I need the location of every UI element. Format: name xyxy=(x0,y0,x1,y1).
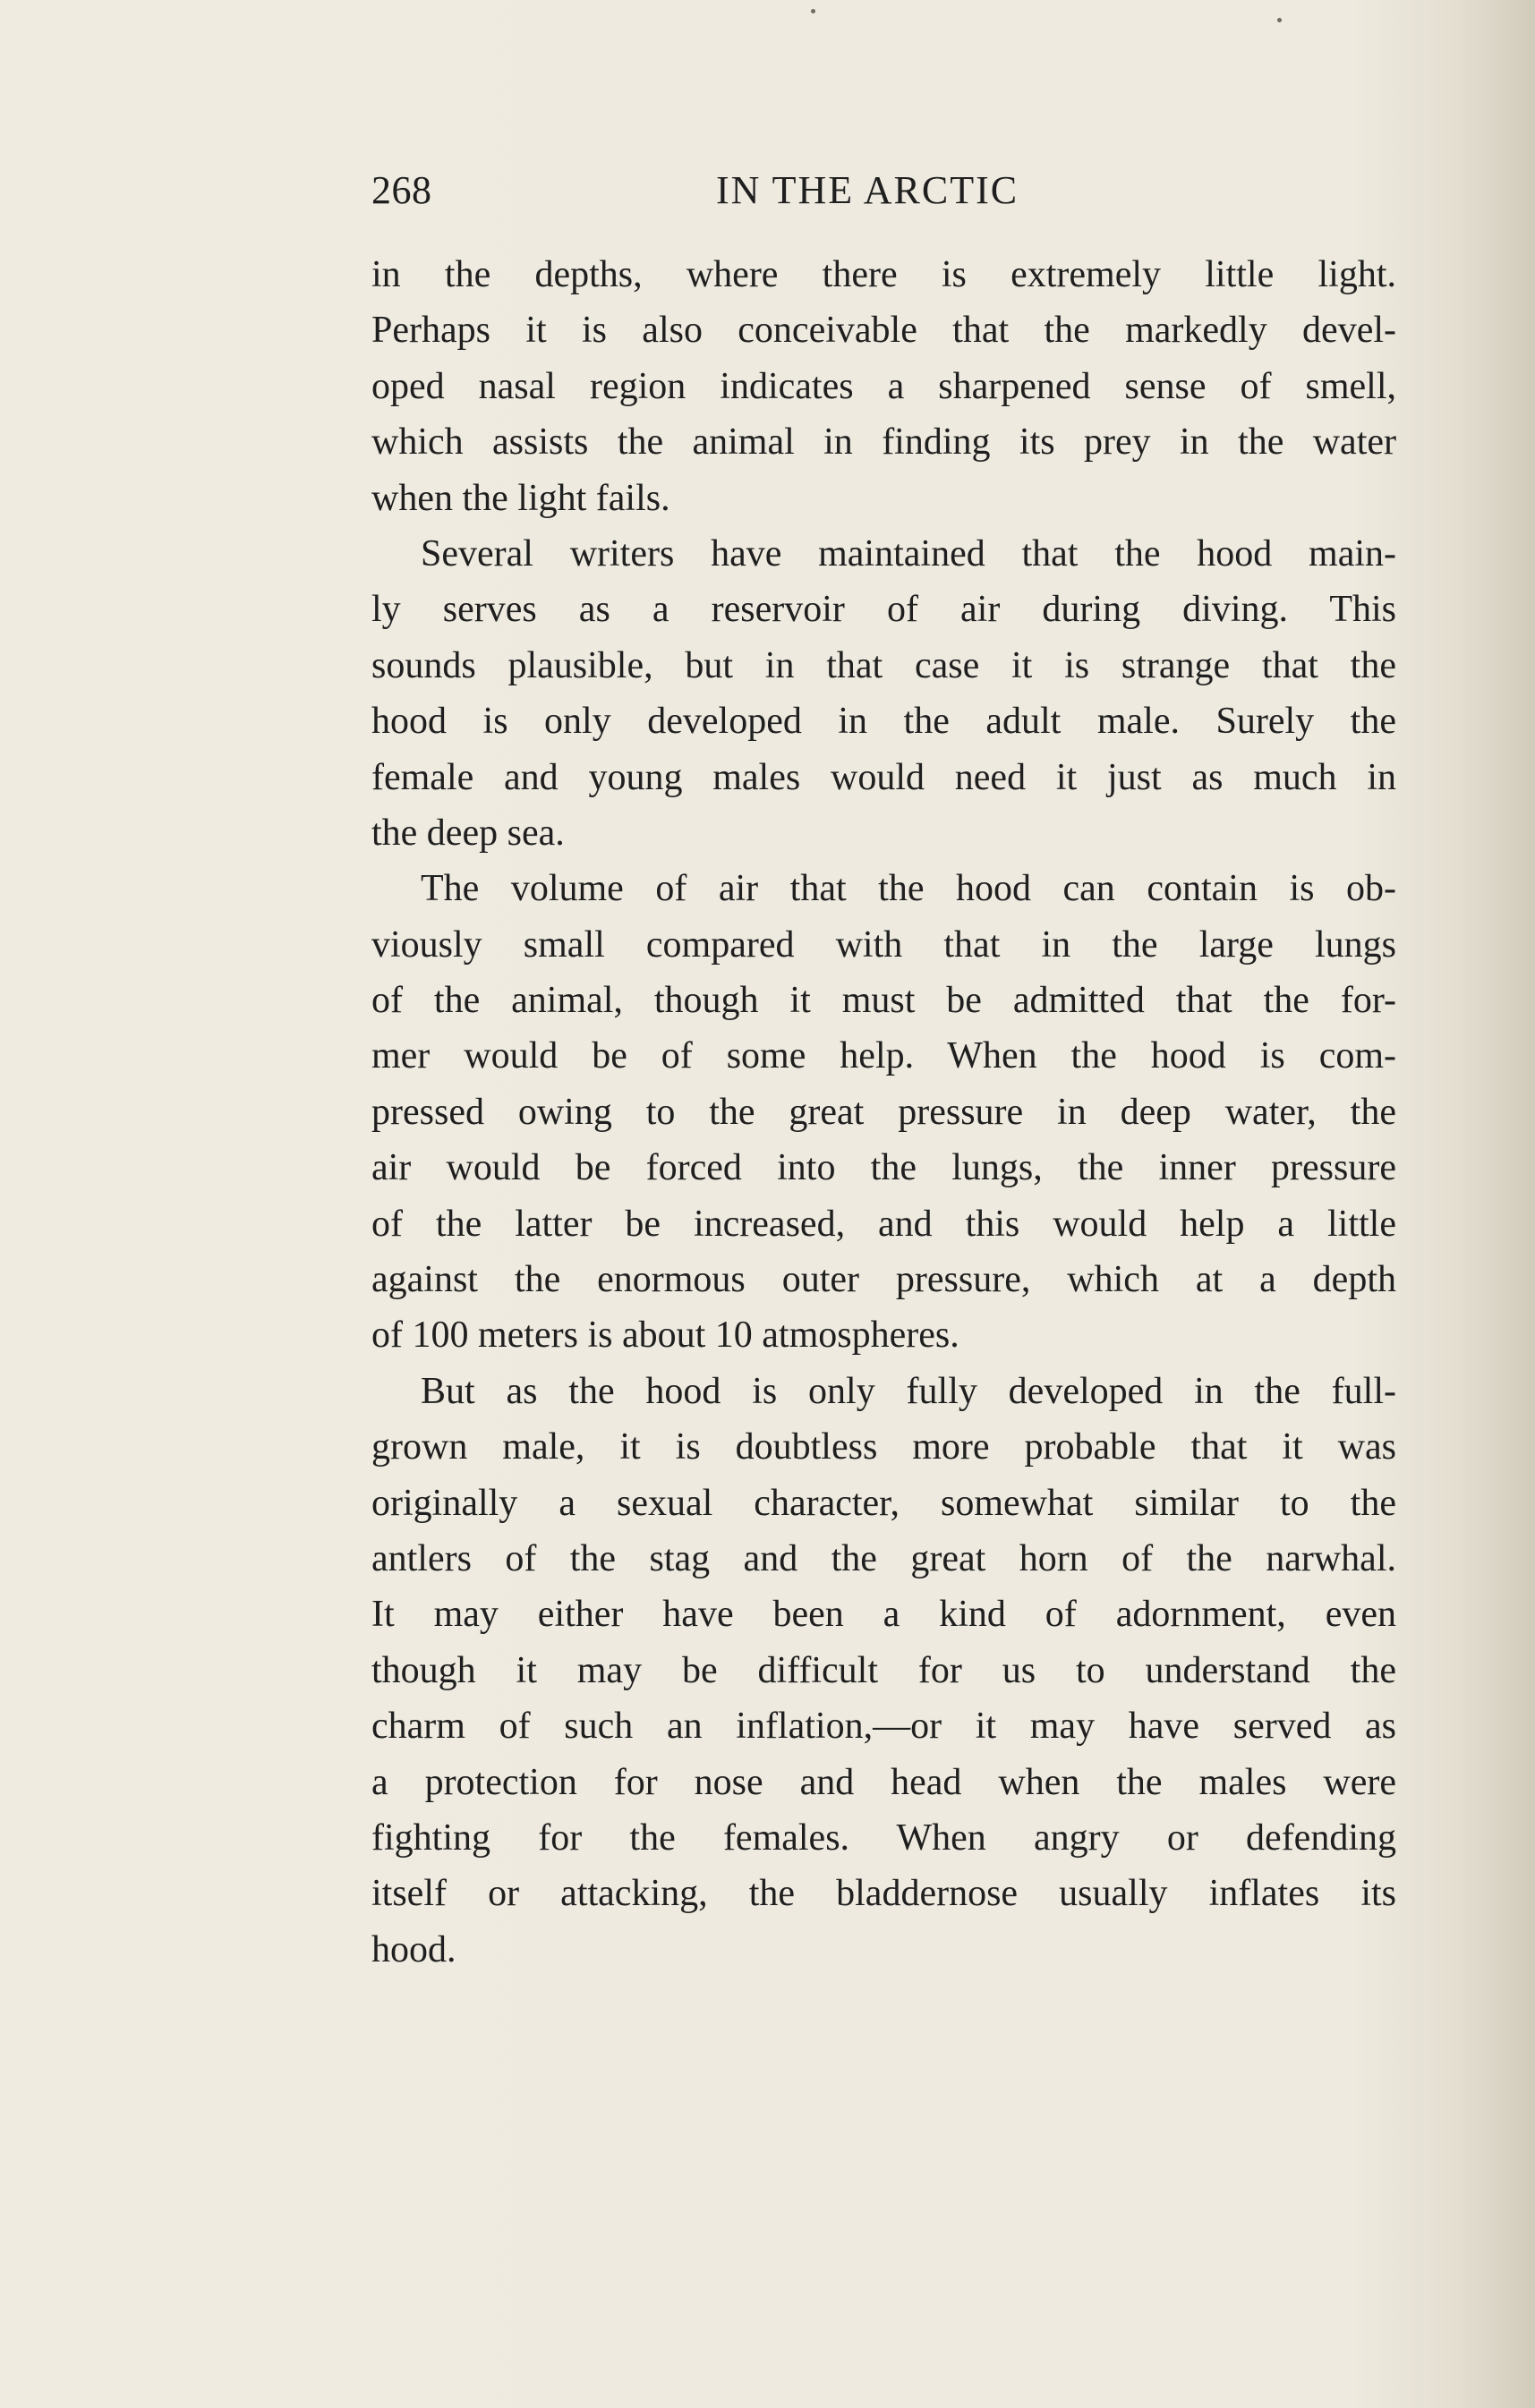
text-line: oped nasal region indicates a sharpened sense of smell, xyxy=(371,365,1396,407)
text-line: The volume of air that the hood can contain is ob- xyxy=(421,868,1396,910)
text-line: air would be forced into the lungs, the inner pressure xyxy=(371,1147,1396,1189)
text-line: fighting for the females. When angry or defending xyxy=(371,1817,1396,1859)
page-header xyxy=(371,167,1396,221)
text-line: Several writers have maintained that the hood main- xyxy=(421,532,1396,574)
text-line: antlers of the stag and the great horn of the narwhal. xyxy=(371,1537,1396,1579)
text-line: hood is only developed in the adult male. Surely the xyxy=(371,701,1396,743)
text-line: sounds plausible, but in that case it is strange that the xyxy=(371,644,1396,686)
text-line: itself or attacking, the bladdernose usually inflates its xyxy=(371,1873,1396,1915)
text-line: of the animal, though it must be admitted that the for- xyxy=(371,980,1396,1022)
text-line: But as the hood is only fully developed in the full- xyxy=(421,1370,1396,1412)
text-line: when the light fails. xyxy=(371,477,670,519)
text-line: of the latter be increased, and this would help a little xyxy=(371,1203,1396,1245)
paper-speck xyxy=(1277,18,1282,22)
text-line: the deep sea. xyxy=(371,812,565,854)
text-line: originally a sexual character, somewhat similar to the xyxy=(371,1482,1396,1524)
text-line: of 100 meters is about 10 atmospheres. xyxy=(371,1315,959,1357)
paragraph xyxy=(371,1364,1396,1978)
text-line: pressed owing to the great pressure in deep water, the xyxy=(371,1091,1396,1133)
text-line: mer would be of some help. When the hood is com- xyxy=(371,1035,1396,1077)
text-line: against the enormous outer pressure, which at a depth xyxy=(371,1259,1396,1301)
text-line: charm of such an inflation,—or it may have served as xyxy=(371,1706,1396,1748)
running-head: IN THE ARCTIC xyxy=(716,168,1019,212)
paragraph xyxy=(371,861,1396,1364)
paragraph xyxy=(371,526,1396,861)
text-line: grown male, it is doubtless more probable that it was xyxy=(371,1426,1396,1468)
body-text xyxy=(371,247,1396,1978)
text-line: hood. xyxy=(371,1928,456,1970)
paper-speck xyxy=(811,9,815,13)
page-number: 268 xyxy=(371,168,432,212)
text-line: Perhaps it is also conceivable that the markedly devel- xyxy=(371,310,1396,352)
text-line: though it may be difficult for us to understand the xyxy=(371,1649,1396,1691)
text-line: a protection for nose and head when the males were xyxy=(371,1761,1396,1803)
text-line: ly serves as a reservoir of air during diving. This xyxy=(371,589,1396,631)
paragraph xyxy=(371,247,1396,526)
text-line: female and young males would need it just as much in xyxy=(371,756,1396,798)
text-line: viously small compared with that in the large lungs xyxy=(371,923,1396,966)
text-line: in the depths, where there is extremely little light. xyxy=(371,254,1396,295)
text-line: which assists the animal in finding its prey in the water xyxy=(371,421,1396,464)
text-line: It may either have been a kind of adornment, even xyxy=(371,1594,1396,1636)
